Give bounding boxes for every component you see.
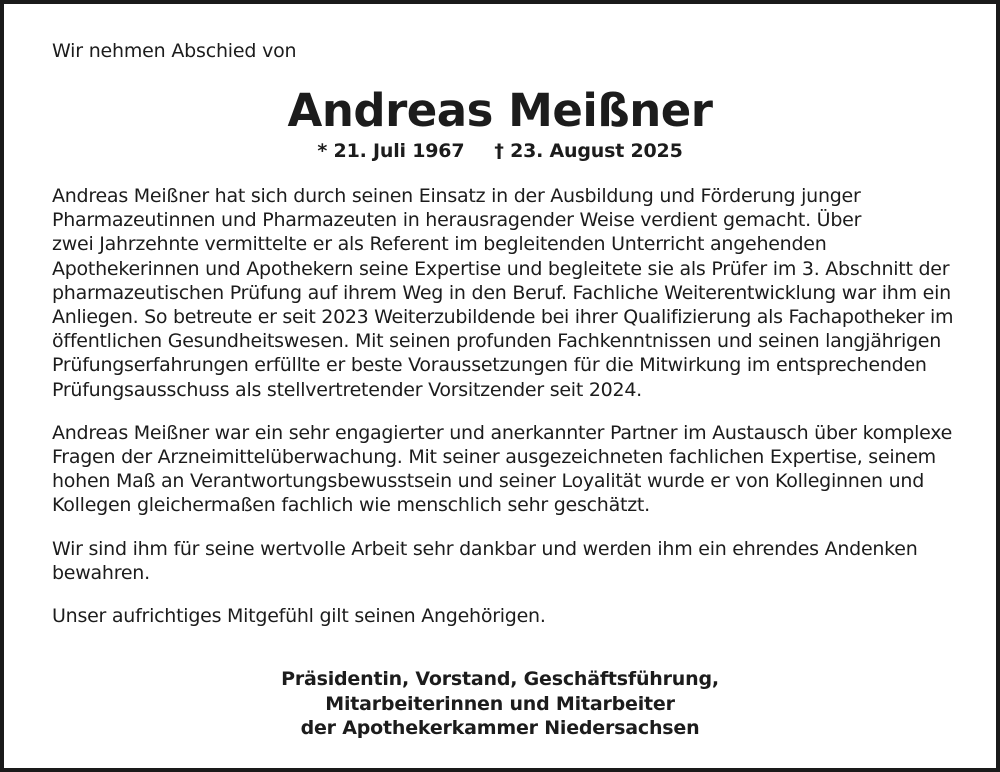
paragraph-line: Unser aufrichtiges Mitgefühl gilt seinen Angehörigen. — [52, 605, 546, 628]
signature-block — [4, 667, 996, 741]
paragraph-line: öffentlichen Gesundheitswesen. Mit seinen profunden Fachkenntnissen und seinen langjährigen — [52, 330, 942, 353]
paragraph-3 — [52, 537, 957, 585]
paragraph-4 — [52, 604, 957, 628]
paragraph-line: Andreas Meißner war ein sehr engagierter und anerkannter Partner im Austausch über komplexe — [52, 421, 953, 444]
birth-date: * 21. Juli 1967 — [317, 140, 465, 162]
deceased-name: Andreas Meißner — [287, 84, 713, 137]
life-dates — [4, 140, 996, 162]
paragraph-line: zwei Jahrzehnte vermittelte er als Referent im begleitenden Unterricht angehenden — [52, 233, 827, 256]
paragraph-line: Pharmazeutinnen und Pharmazeuten in herausragender Weise verdient gemacht. Über — [52, 209, 862, 232]
paragraph-line: Wir sind ihm für seine wertvolle Arbeit sehr dankbar und werden ihm ein ehrendes Andenken — [52, 537, 918, 560]
paragraph-line: Prüfungserfahrungen erfüllte er beste Voraussetzungen für die Mitwirkung im entsprechenden — [52, 354, 927, 377]
paragraph-line: hohen Maß an Verantwortungsbewusstsein und seiner Loyalität wurde er von Kolleginnen und — [52, 470, 925, 493]
paragraph-1 — [52, 184, 957, 402]
signature-line: Präsidentin, Vorstand, Geschäftsführung, — [281, 668, 719, 690]
signature-line: Mitarbeiterinnen und Mitarbeiter — [325, 692, 675, 715]
signature-line: der Apothekerkammer Niedersachsen — [300, 717, 700, 739]
paragraph-line: Apothekerinnen und Apothekern seine Expertise und begleitete sie als Prüfer im 3. Abschnitt der — [52, 257, 950, 280]
tribute-text — [52, 184, 957, 628]
paragraph-line: Kollegen gleichermaßen fachlich wie menschlich sehr geschätzt. — [52, 494, 650, 517]
paragraph-line: Andreas Meißner hat sich durch seinen Einsatz in der Ausbildung und Förderung junger — [52, 185, 861, 207]
paragraph-line: Fragen der Arzneimittelüberwachung. Mit seiner ausgezeichneten fachlichen Expertise, seinem — [52, 446, 936, 469]
paragraph-line: Anliegen. So betreute er seit 2023 Weiterzubildende bei ihrer Qualifizierung als Fachapotheker im — [52, 306, 954, 329]
paragraph-line: Prüfungsausschuss als stellvertretender Vorsitzender seit 2024. — [52, 378, 642, 401]
paragraph-line: pharmazeutischen Prüfung auf ihrem Weg in den Beruf. Fachliche Weiterentwicklung war ihm ein — [52, 281, 951, 304]
paragraph-2 — [52, 421, 957, 518]
death-date: † 23. August 2025 — [494, 140, 683, 162]
paragraph-line: bewahren. — [52, 561, 150, 584]
intro-line: Wir nehmen Abschied von — [52, 40, 297, 62]
